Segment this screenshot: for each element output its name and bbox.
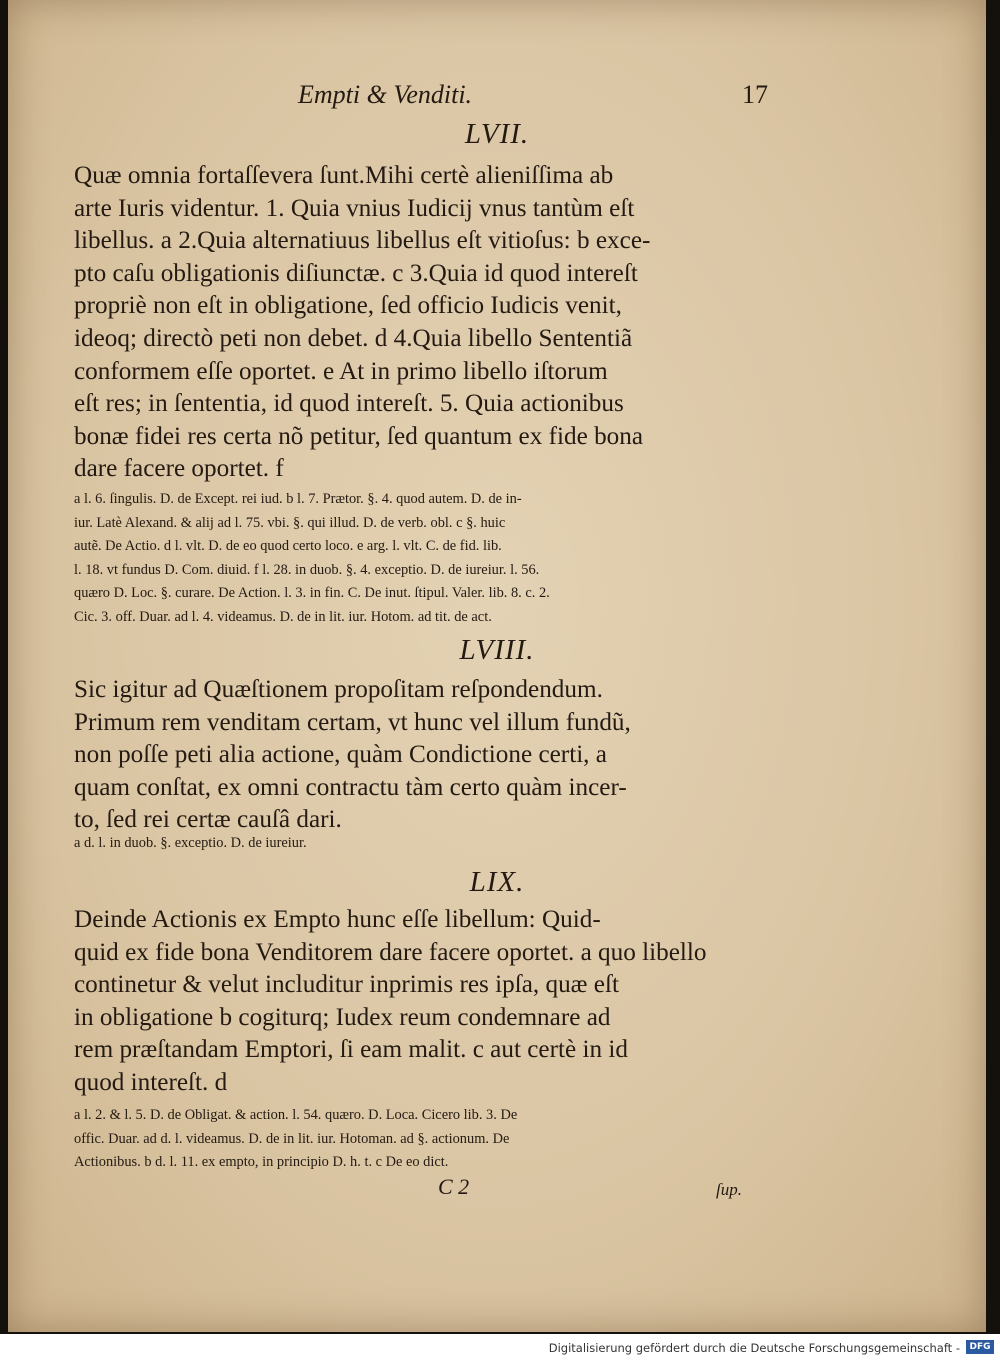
section-text [74, 674, 774, 837]
text-line: pto caſu obligationis diſiunctæ. c 3.Quia id quod intereſt [74, 259, 638, 287]
section-numeral: LVIII. [459, 634, 535, 666]
footnote-line: iur. Latè Alexand. & alij ad l. 75. vbi. §. qui illud. D. de verb. obl. c §. huic [74, 514, 506, 531]
text-line: bonæ fidei res certa nõ petitur, ſed quantum ex fide bona [74, 422, 644, 450]
book-page [8, 0, 986, 1332]
text-line: quid ex fide bona Venditorem dare facere oportet. a quo libello [74, 938, 707, 966]
text-line: non poſſe peti alia actione, quàm Condictione certi, a [74, 741, 607, 769]
text-line: Sic igitur ad Quæſtionem propoſitam reſpondendum. [74, 676, 603, 703]
page-number: 17 [742, 80, 768, 109]
catchword: ſup. [716, 1180, 742, 1199]
footnote-line: a l. 6. ſingulis. D. de Except. rei iud. b l. 7. Prætor. §. 4. quod autem. D. de in- [74, 491, 522, 507]
footnote-line: a l. 2. & l. 5. D. de Obligat. & action. l. 54. quæro. D. Loca. Cicero lib. 3. De [74, 1107, 518, 1123]
text-line: conformem eſſe oportet. e At in primo libello iſtorum [74, 357, 608, 385]
text-line: dare facere oportet. f [74, 455, 284, 483]
signature-mark: C 2 [438, 1174, 470, 1199]
text-line: eſt res; in ſententia, id quod intereſt. 5. Quia actionibus [74, 390, 624, 418]
text-line: Deinde Actionis ex Empto hunc eſſe libellum: Quid- [74, 906, 601, 933]
footnote-line: quæro D. Loc. §. curare. De Action. l. 3. in fin. C. De inut. ſtipul. Valer. lib. 8. c. 2. [74, 585, 550, 602]
footnote-line: autẽ. De Actio. d l. vlt. D. de eo quod certo loco. e arg. l. vlt. C. de fid. lib. [74, 538, 502, 555]
digitization-footer [0, 1334, 1000, 1361]
footnotes [74, 832, 774, 856]
text-line: in obligatione b cogiturq; Iudex reum condemnare ad [74, 1003, 611, 1031]
text-line: rem præſtandam Emptori, ſi eam malit. c aut certè in id [74, 1036, 628, 1064]
footnote-line: offic. Duar. ad d. l. videamus. D. de in lit. iur. Hotoman. ad §. actionum. De [74, 1130, 510, 1147]
text-line: arte Iuris videntur. 1. Quia vnius Iudicij vnus tantùm eſt [74, 194, 635, 222]
footer-credit: Digitalisierung gefördert durch die Deutsche Forschungsgemeinschaft - [548, 1341, 960, 1355]
text-line: Primum rem venditam certam, vt hunc vel illum fundũ, [74, 708, 631, 736]
text-line: continetur & velut includitur inprimis res ipſa, quæ eſt [74, 971, 619, 999]
footnote-line: a d. l. in duob. §. exceptio. D. de iureiur. [74, 835, 307, 851]
dfg-logo-icon: DFG [966, 1340, 994, 1354]
text-line: quam conſtat, ex omni contractu tàm certo quàm incer- [74, 773, 627, 801]
section-text [74, 160, 774, 486]
text-line: ideoq; directò peti non debet. d 4.Quia libello Sententiã [74, 324, 633, 352]
text-line: libellus. a 2.Quia alternatiuus libellus eſt vitioſus: b exce- [74, 227, 651, 255]
running-head [298, 80, 768, 110]
footnote-line: l. 18. vt fundus D. Com. diuid. f l. 28. in duob. §. 4. exceptio. D. de iureiur. l. 56. [74, 561, 540, 578]
section-numeral: LVII. [464, 118, 530, 150]
running-title: Empti & Venditi. [298, 80, 473, 109]
text-line: propriè non eſt in obligatione, ſed officio Iudicis venit, [74, 292, 622, 320]
text-line: quod intereſt. d [74, 1068, 228, 1096]
footnote-line: Actionibus. b d. l. 11. ex empto, in principio D. h. t. c De eo dict. [74, 1154, 449, 1171]
text-line: to, ſed rei certæ cauſâ dari. [74, 806, 342, 834]
footnotes [74, 1104, 774, 1175]
footnotes [74, 488, 774, 630]
footnote-line: Cic. 3. off. Duar. ad l. 4. videamus. D. de in lit. iur. Hotom. ad tit. de act. [74, 608, 492, 625]
section-text [74, 904, 774, 1100]
section-numeral: LIX. [469, 866, 525, 898]
text-line: Quæ omnia fortaſſevera ſunt.Mihi certè alieniſſima ab [74, 162, 614, 189]
